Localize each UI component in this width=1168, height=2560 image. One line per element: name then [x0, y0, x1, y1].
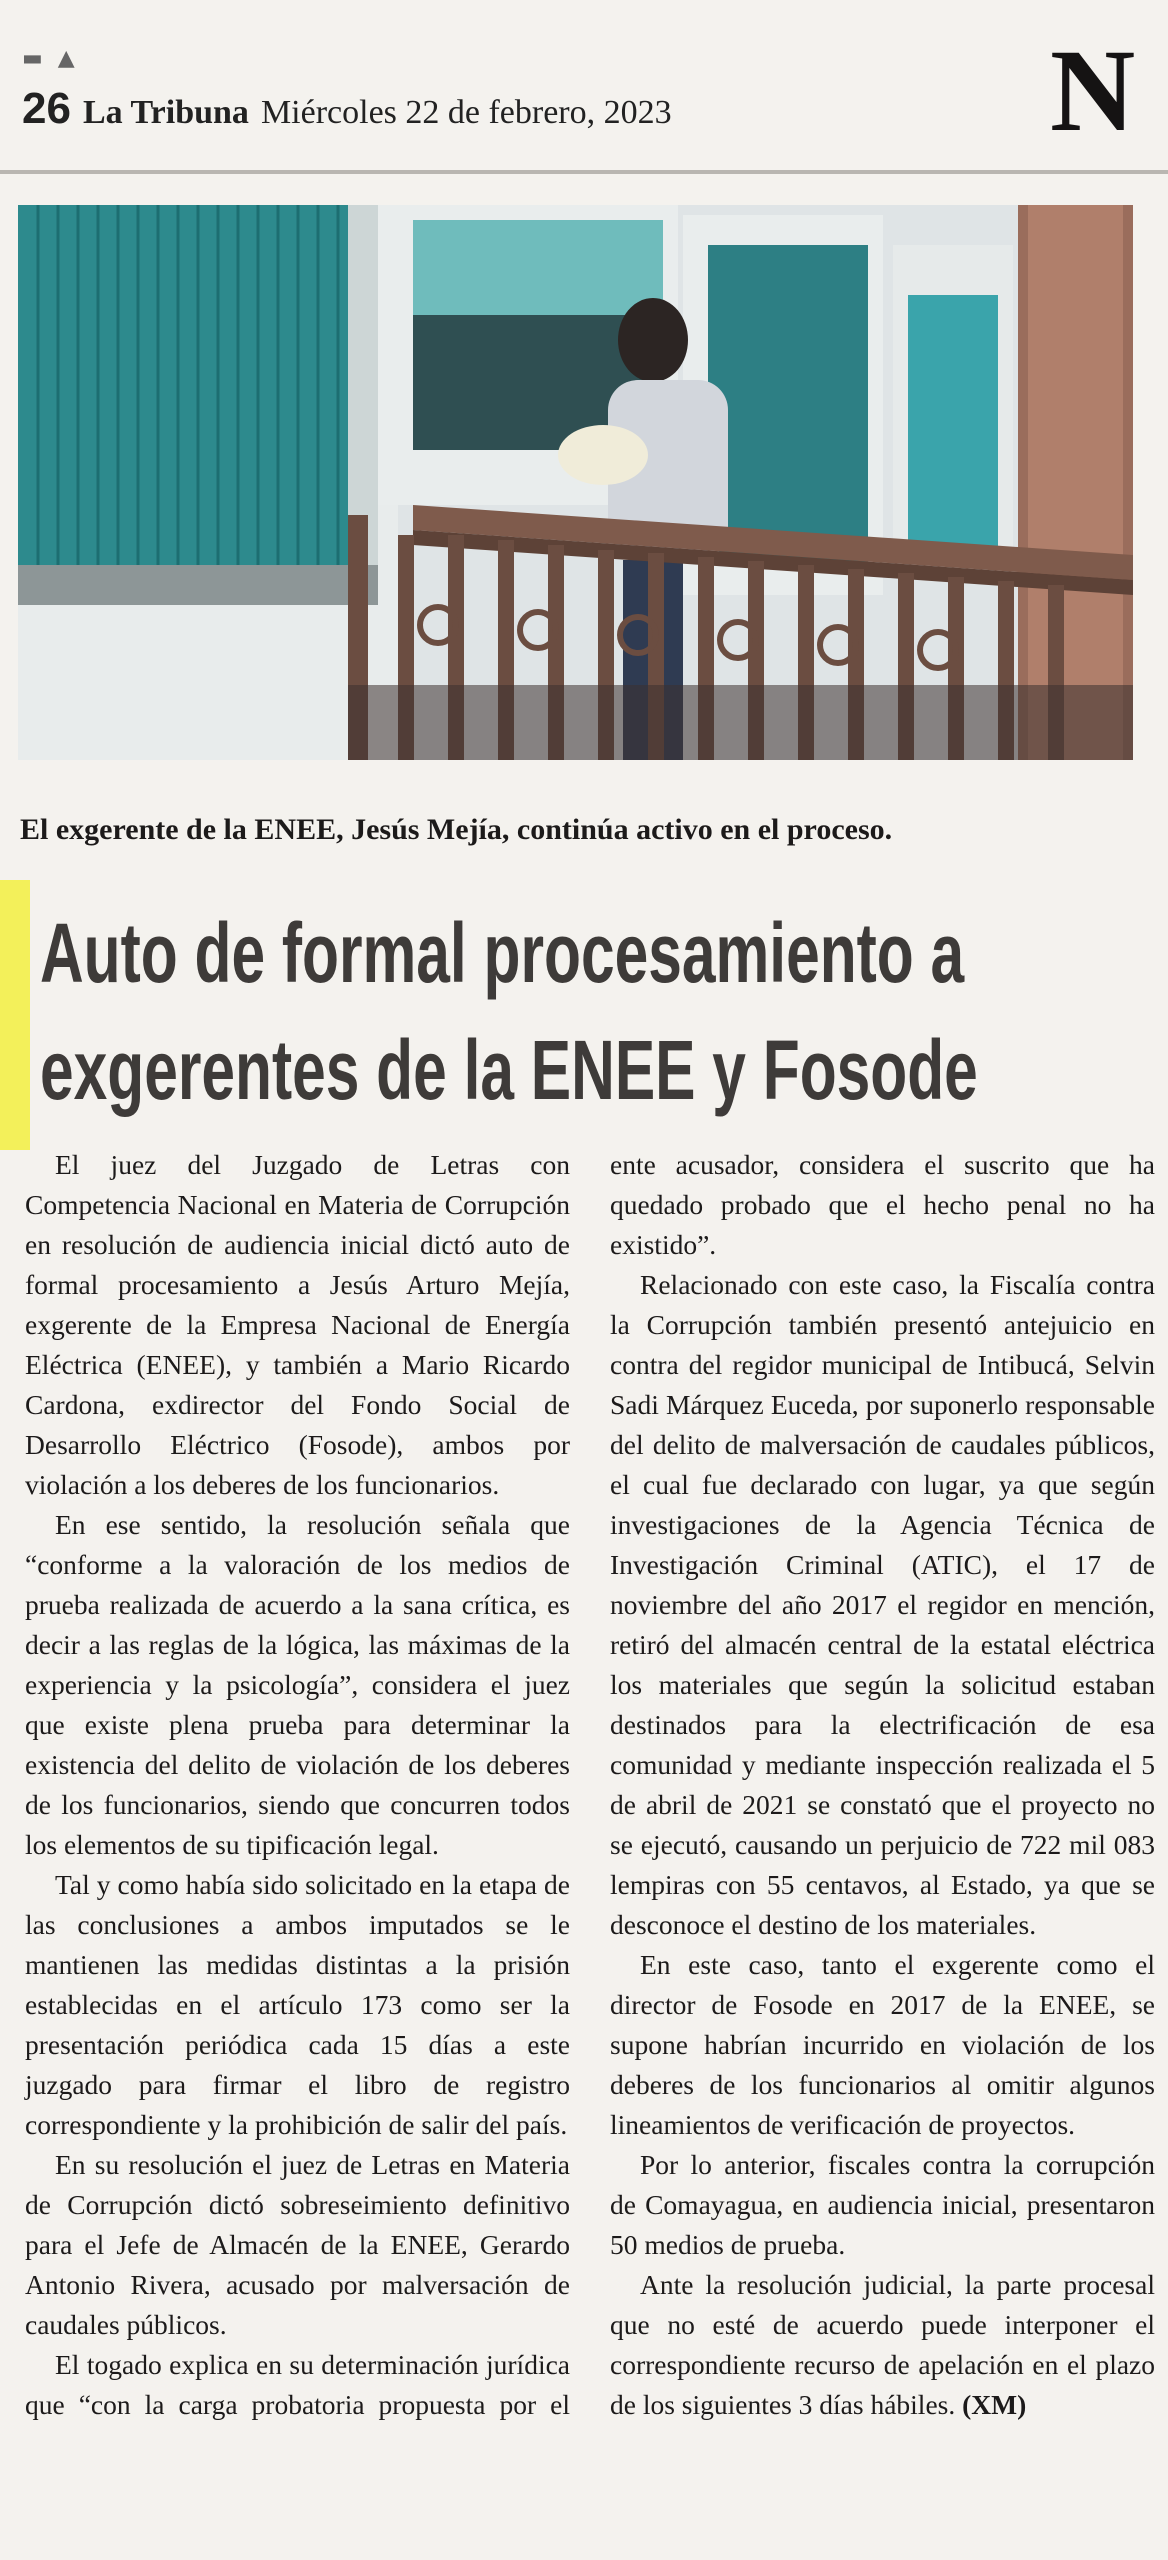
publication-date: Miércoles 22 de febrero, 2023 [260, 94, 672, 131]
page-header [22, 84, 672, 134]
highlighter-mark [0, 880, 30, 1150]
newspaper-name: La Tribuna [82, 94, 249, 131]
paragraph-1: El juez del Juzgado de Letras con Competencia Nacional en Materia de Corrupción en resolución de audiencia inicial dictó auto de formal procesamiento a Jesús Arturo Mejía, exgerente de la Empresa Nacional de Energía Eléctrica (ENEE), y también a Mario Ricardo Cardona, exdirector del Fondo Social de Desarrollo Eléctrico (Fosode), ambos por violación a los deberes de los funcionarios. [25, 1149, 570, 1500]
section-letter: N [1050, 25, 1136, 156]
paragraph-2: En ese sentido, la resolución señala que “conforme a la valoración de los medios de prueba realizada de acuerdo a la sana crítica, es decir a las reglas de la lógica, las máximas de la experiencia y la psicología”, considera el juez que existe plena prueba para determinar la existencia del delito de violación de los deberes de los funcionarios, siendo que concurren todos los elementos de su tipificación legal. [25, 1509, 570, 1860]
paragraph-9-text: Ante la resolución judicial, la parte procesal que no esté de acuerdo puede interponer el correspondiente recurso de apelación en el plazo de los siguientes 3 días hábiles. [610, 2269, 1155, 2420]
paragraph-3: Tal y como había sido solicitado en la etapa de las conclusiones a ambos imputados se le mantienen las medidas distintas a la prisión establecidas en el artículo 173 como ser la presentación periódica cada 15 días a este juzgado para firmar el libro de registro correspondiente y la prohibición de salir del país. [25, 1869, 570, 2140]
balcony-photo-illustration [18, 205, 1133, 760]
author-signature: (XM) [962, 2389, 1027, 2420]
headline-line-2: exgerentes de la ENEE y Fosode [40, 1023, 978, 1117]
headline-line-1: Auto de formal procesamiento a [40, 906, 965, 1000]
article-headline [40, 895, 978, 1129]
paragraph-5: El togado explica en su determinación jurídica que “con la carga probatoria propuesta por el ente acusador, considera el suscrito que ha quedado probado que el hecho penal no ha existido”. [25, 1149, 1155, 2420]
article-photo [18, 205, 1133, 760]
page-number: 26 [22, 84, 71, 133]
article-body [25, 1145, 1155, 2550]
paragraph-8: Por lo anterior, fiscales contra la corrupción de Comayagua, en audiencia inicial, presentaron 50 medios de prueba. [610, 2149, 1155, 2260]
print-mark: ▬ ▲ [22, 46, 79, 71]
photo-caption: El exgerente de la ENEE, Jesús Mejía, continúa activo en el proceso. [20, 813, 893, 846]
paragraph-7: En este caso, tanto el exgerente como el director de Fosode en 2017 de la ENEE, se supone habrían incurrido en violación de los deberes de los funcionarios al omitir algunos lineamientos de verificación de proyectos. [610, 1949, 1155, 2140]
paragraph-6: Relacionado con este caso, la Fiscalía contra la Corrupción también presentó antejuicio en contra del regidor municipal de Intibucá, Selvin Sadi Márquez Euceda, por suponerlo responsable del delito de malversación de caudales públicos, el cual fue declarado con lugar, ya que según investigaciones de la Agencia Técnica de Investigación Criminal (ATIC), el 17 de noviembre del año 2017 el regidor en mención, retiró del almacén central de la estatal eléctrica los materiales que según la solicitud estaban destinados para la electrificación de esa comunidad y mediante inspección realizada el 5 de abril de 2021 se constató que el proyecto no se ejecutó, causando un perjuicio de 722 mil 083 lempiras con 55 centavos, al Estado, ya que se desconoce el destino de los materiales. [610, 1269, 1155, 1940]
paragraph-9 [610, 2265, 1155, 2425]
paragraph-4: En su resolución el juez de Letras en Materia de Corrupción dictó sobreseimiento definitivo para el Jefe de Almacén de la ENEE, Gerardo Antonio Rivera, acusado por malversación de caudales públicos. [25, 2149, 570, 2340]
header-rule [0, 170, 1168, 174]
